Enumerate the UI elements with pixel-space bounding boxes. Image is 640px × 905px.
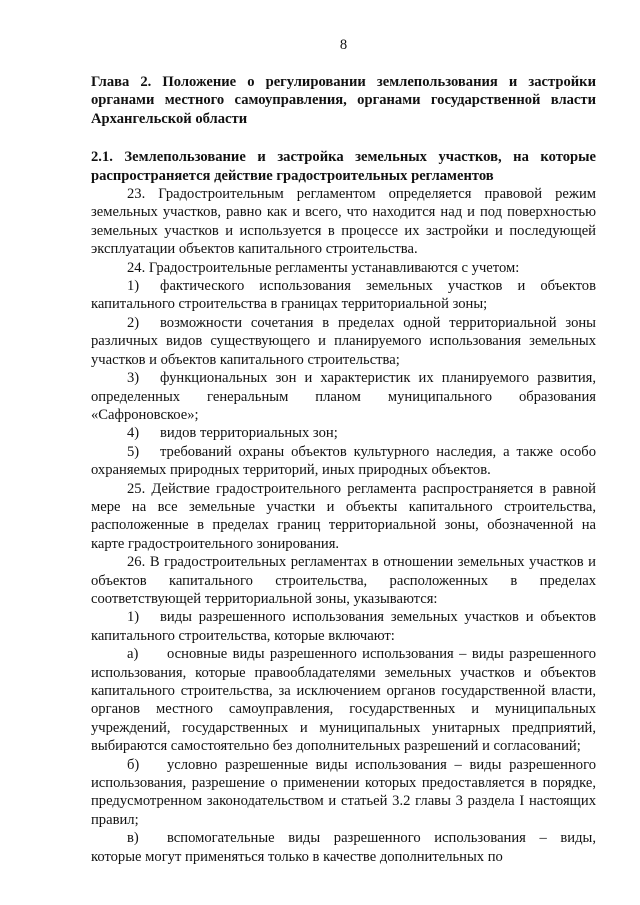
list-marker: 1)	[127, 609, 140, 626]
list-item-text: функциональных зон и характеристик их планируемого развития, определенных генеральным планом муниципального образования «Сафроновское»;	[91, 370, 596, 423]
sub-list-item	[91, 756, 596, 830]
page-number: 8	[339, 37, 348, 53]
list-marker: б)	[127, 756, 140, 773]
chapter-title: Глава 2. Положение о регулировании землепользования и застройки органами местного самоуправления, органами государственной власти Архангельской области	[91, 74, 596, 127]
list-item	[91, 424, 596, 442]
list-marker: 5)	[127, 443, 140, 460]
list-marker: 2)	[127, 314, 140, 331]
list-item	[91, 369, 596, 424]
paragraph: 26. В градостроительных регламентах в отношении земельных участков и объектов капитального строительства, расположенных в пределах соответствующей территориальной зоны, указываются:	[91, 554, 596, 607]
list-item	[91, 443, 596, 480]
list-item-text: вспомогательные виды разрешенного использования – виды, которые могут применяться только в качестве дополнительных по	[91, 830, 596, 865]
sub-list-item	[91, 645, 596, 755]
list-item	[91, 608, 596, 645]
list-item-text: виды разрешенного использования земельных участков и объектов капитального строительства, которые включают:	[91, 609, 596, 644]
list-item	[91, 314, 596, 369]
list-item-text: условно разрешенные виды использования – виды разрешенного использования, разрешение о применении которых предоставляется в порядке, предусмотренном законодательством и статьей 3.2 главы 3 раздела I настоящих правил;	[91, 756, 596, 828]
list-item	[91, 277, 596, 314]
list-marker: 4)	[127, 425, 140, 442]
list-marker: 1)	[127, 278, 140, 295]
paragraph: 24. Градостроительные регламенты устанавливаются с учетом:	[127, 259, 520, 276]
list-marker: 3)	[127, 370, 140, 387]
sub-list-item	[91, 829, 596, 866]
section-title: 2.1. Землепользование и застройка земельных участков, на которые распространяется действие градостроительных регламентов	[91, 149, 596, 184]
paragraph: 25. Действие градостроительного регламента распространяется в равной мере на все земельные участки и объекты капитального строительства, расположенные в пределах границ территориальной зоны, обозначенной на карте градостроительного зонирования.	[91, 480, 596, 552]
paragraph: 23. Градостроительным регламентом определяется правовой режим земельных участков, равно как и всего, что находится над и под поверхностью земельных участков и используется в процессе их застройки и последующей эксплуатации объектов капитального строительства.	[91, 186, 596, 258]
document-body	[91, 185, 596, 866]
list-item-text: видов территориальных зон;	[160, 425, 338, 442]
list-marker: а)	[127, 646, 139, 663]
list-item-text: возможности сочетания в пределах одной территориальной зоны различных видов существующего и планируемого использования земельных участков и объектов капитального строительства;	[91, 314, 596, 368]
list-item-text: требований охраны объектов культурного наследия, а также особо охраняемых природных территорий, иных природных объектов.	[91, 443, 596, 479]
list-item-text: фактического использования земельных участков и объектов капитального строительства в границах территориальной зоны;	[91, 278, 596, 313]
list-item-text: основные виды разрешенного использования – виды разрешенного использования, которые правообладателями земельных участков и объектов капитального строительства, за исключением органов государственной власти, органов местного самоуправления, государственных и муниципальных учреждений, государственных и муниципальных унитарных предприятий, выбираются самостоятельно без дополнительных разрешений и согласований;	[91, 646, 596, 755]
list-marker: в)	[127, 830, 139, 847]
